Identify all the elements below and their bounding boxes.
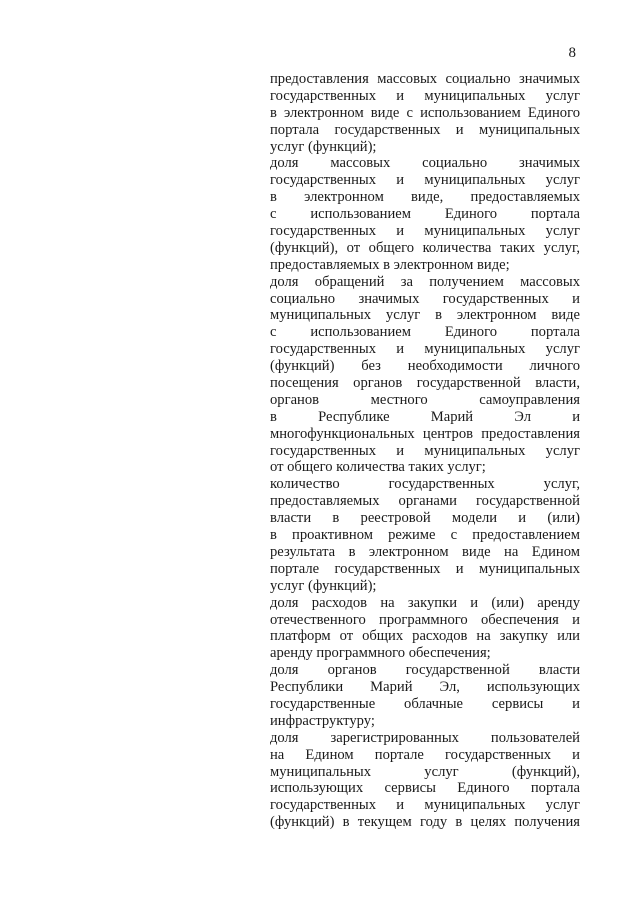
text-line: государственные облачные сервисы и bbox=[270, 695, 580, 712]
text-line: услуг (функций); bbox=[270, 138, 377, 155]
paragraph bbox=[270, 595, 580, 663]
paragraph bbox=[270, 662, 580, 730]
text-line: результата в электронном виде на Едином bbox=[270, 543, 580, 560]
text-line: с использованием Единого портала bbox=[270, 206, 580, 223]
text-line: доля расходов на закупки и (или) аренду bbox=[270, 594, 580, 611]
text-line: аренду программного обеспечения; bbox=[270, 645, 491, 662]
text-line: услуг (функций); bbox=[270, 577, 377, 594]
text-line: Республики Марий Эл, использующих bbox=[270, 679, 580, 696]
text-line: государственных и муниципальных услуг bbox=[270, 172, 580, 189]
text-line: доля обращений за получением массовых bbox=[270, 273, 580, 290]
text-line: многофункциональных центров предоставления bbox=[270, 425, 580, 442]
text-line: посещения органов государственной власти, bbox=[270, 375, 580, 392]
paragraph bbox=[270, 155, 580, 273]
text-line: муниципальных услуг в электронном виде bbox=[270, 307, 580, 324]
paragraph bbox=[270, 476, 580, 594]
text-line: на Едином портале государственных и bbox=[270, 746, 580, 763]
text-line: платформ от общих расходов на закупку или bbox=[270, 628, 580, 645]
text-line: в Республике Марий Эл и bbox=[270, 408, 580, 425]
text-line: в электронном виде, предоставляемых bbox=[270, 189, 580, 206]
text-line: доля массовых социально значимых bbox=[270, 155, 580, 172]
text-line: государственных и муниципальных услуг bbox=[270, 87, 580, 104]
text-line: портале государственных и муниципальных bbox=[270, 560, 580, 577]
text-line: в электронном виде с использованием Единого bbox=[270, 104, 580, 121]
text-line: инфраструктуру; bbox=[270, 712, 375, 729]
text-line: количество государственных услуг, bbox=[270, 476, 580, 493]
text-line: в проактивном режиме с предоставлением bbox=[270, 527, 580, 544]
paragraph bbox=[270, 274, 580, 477]
text-line: государственных и муниципальных услуг bbox=[270, 442, 580, 459]
text-line: предоставляемых в электронном виде; bbox=[270, 256, 510, 273]
paragraph bbox=[270, 71, 580, 155]
paragraph bbox=[270, 730, 580, 831]
text-line: от общего количества таких услуг; bbox=[270, 459, 486, 476]
text-line: предоставления массовых социально значимых bbox=[270, 71, 580, 87]
text-line: государственных и муниципальных услуг bbox=[270, 797, 580, 814]
text-line: муниципальных услуг (функций), bbox=[270, 763, 580, 780]
text-line: с использованием Единого портала bbox=[270, 324, 580, 341]
text-line: государственных и муниципальных услуг bbox=[270, 341, 580, 358]
text-line: портала государственных и муниципальных bbox=[270, 121, 580, 138]
text-line: (функций) без необходимости личного bbox=[270, 358, 580, 375]
text-line: (функций) в текущем году в целях получения bbox=[270, 814, 580, 831]
text-line: доля зарегистрированных пользователей bbox=[270, 729, 580, 746]
text-line: использующих сервисы Единого портала bbox=[270, 780, 580, 797]
text-line: доля органов государственной власти bbox=[270, 662, 580, 679]
text-column bbox=[270, 71, 580, 831]
page-number: 8 bbox=[568, 45, 576, 61]
text-line: предоставляемых органами государственной bbox=[270, 493, 580, 510]
text-line: органов местного самоуправления bbox=[270, 391, 580, 408]
text-line: власти в реестровой модели и (или) bbox=[270, 510, 580, 527]
text-line: социально значимых государственных и bbox=[270, 290, 580, 307]
text-line: государственных и муниципальных услуг bbox=[270, 223, 580, 240]
text-line: (функций), от общего количества таких услуг, bbox=[270, 239, 580, 256]
text-line: отечественного программного обеспечения и bbox=[270, 611, 580, 628]
